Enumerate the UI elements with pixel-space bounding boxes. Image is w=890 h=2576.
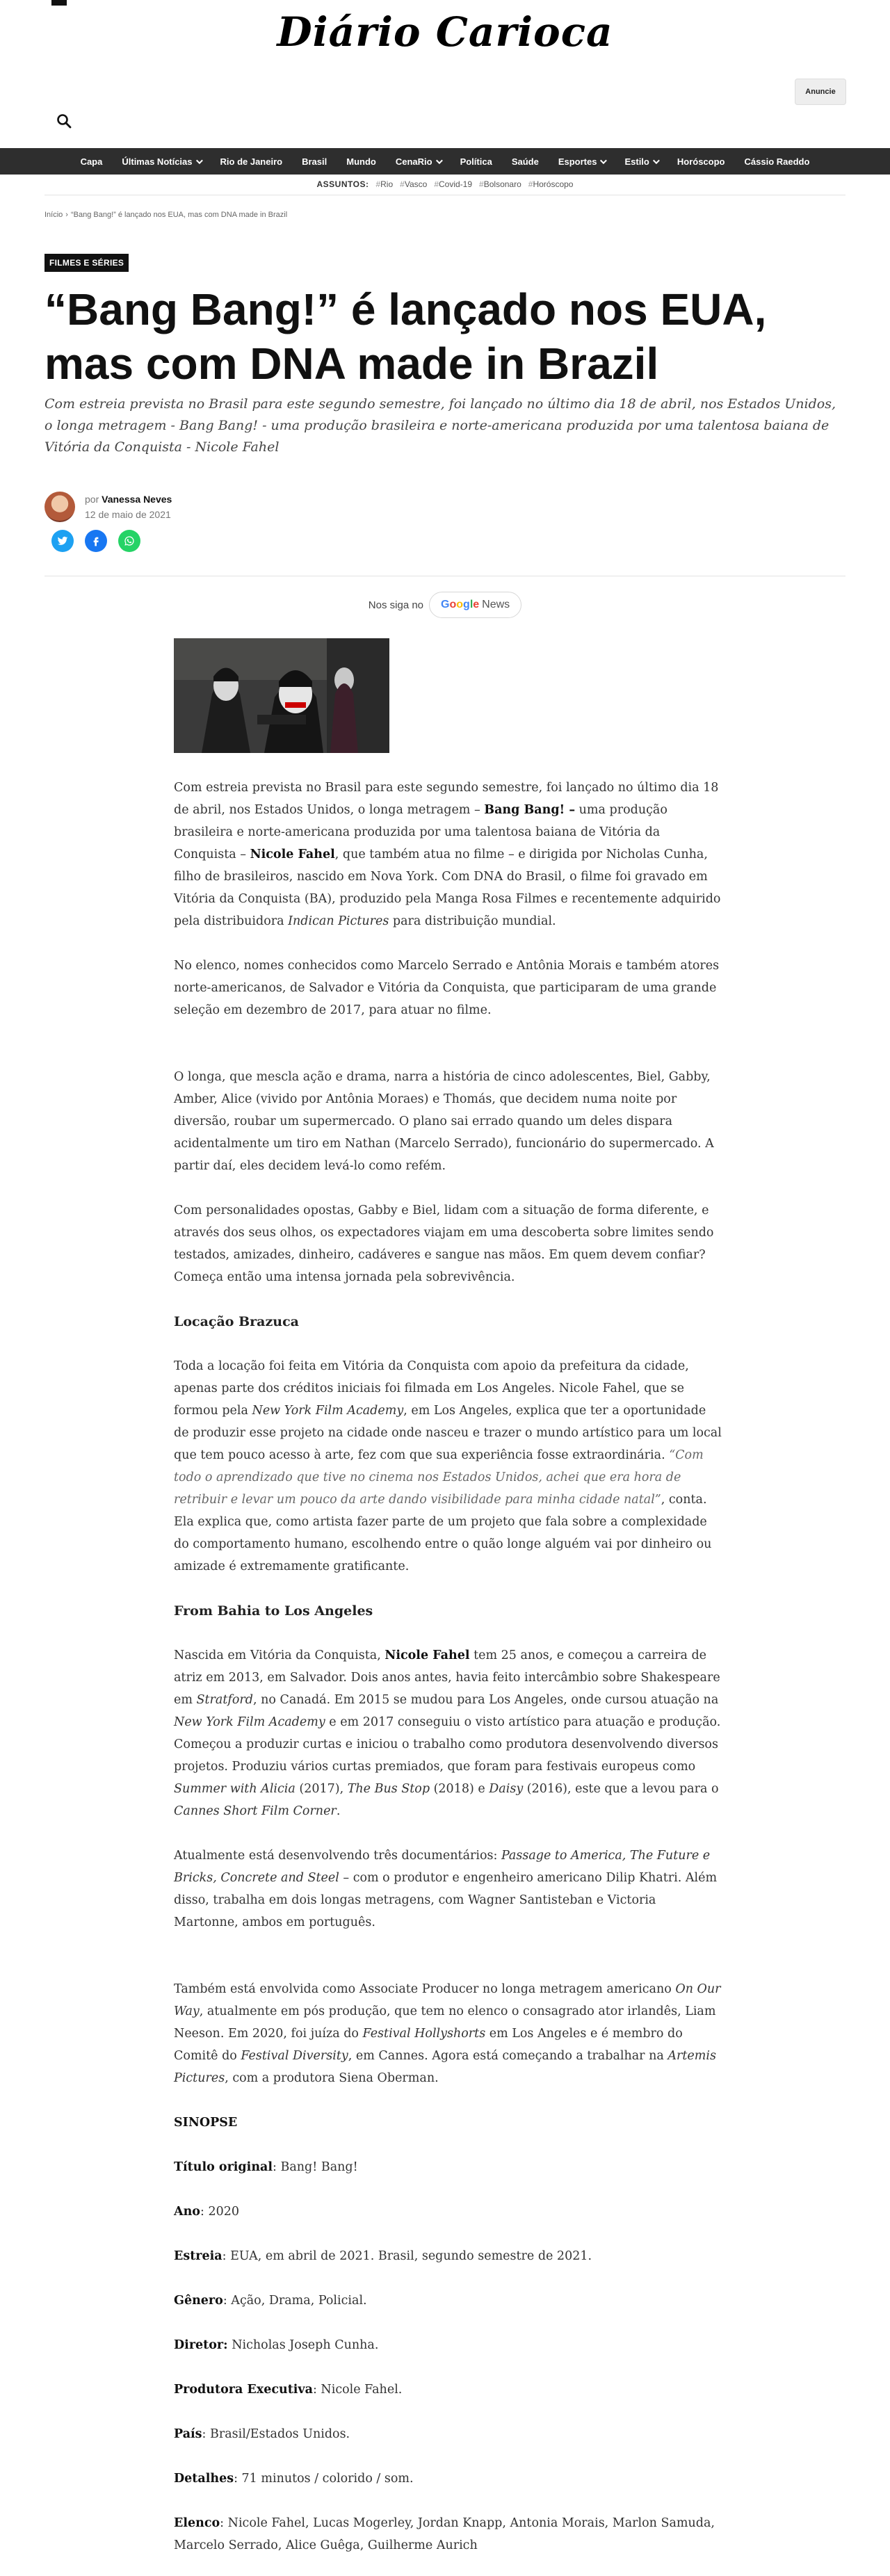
- whatsapp-icon: [124, 535, 135, 546]
- breadcrumb-home[interactable]: Início: [44, 211, 63, 219]
- paragraph: Toda a locação foi feita em Vitória da Conquista com apoio da prefeitura da cidade, apenas parte dos créditos iniciais foi filmada em Los Angeles. Nicole Fahel, que se formou pela New York Film Academy, em Los Angeles, explica que ter a oportunidade de produzir esse projeto na cidade onde nasceu e trazer o mundo artístico para um local que tem pouco acesso à arte, fez com que sua experiência fosse extraordinária. “Com todo o aprendizado que tive no cinema nos Estados Unidos, achei que era hora de retribuir e levar um pouco da arte dando visibilidade para minha cidade natal”, conta. Ela explica que, como artista fazer parte de um projeto que fala sobre a complexidade do comportamento humano, escolhendo entre o quão longe alguém vai por dinheiro ou amizade é extremamente gratificante.: [174, 1359, 722, 1573]
- twitter-icon: [57, 535, 68, 546]
- whatsapp-share-button[interactable]: [118, 530, 140, 552]
- avatar[interactable]: [44, 492, 75, 522]
- facebook-share-button[interactable]: [85, 530, 107, 552]
- synopsis-heading: SINOPSE: [174, 2116, 238, 2130]
- chevron-down-icon: [653, 157, 660, 164]
- category-badge[interactable]: FILMES E SÉRIES: [44, 254, 129, 272]
- twitter-share-button[interactable]: [51, 530, 74, 552]
- author-line: [85, 494, 172, 505]
- paragraph: Atualmente está desenvolvendo três documentários: Passage to America, The Future e Bricks, Concrete and Steel – com o produtor e engenheiro americano Dilip Khatri. Além disso, trabalha em dois longas metragens, com Wagner Santisteban e Victoria Martonne, ambos em português.: [174, 1849, 718, 1929]
- breadcrumb: [44, 211, 287, 219]
- detail-row: Diretor: Nicholas Joseph Cunha.: [174, 2338, 379, 2352]
- search-icon[interactable]: [56, 113, 72, 129]
- main-nav: [0, 148, 890, 175]
- author-block: [44, 492, 172, 522]
- google-news-follow: [0, 592, 890, 618]
- subjects-label: ASSUNTOS:: [316, 179, 369, 189]
- author-prefix: por: [85, 494, 99, 505]
- chevron-down-icon: [436, 157, 443, 164]
- google-news-prefix: Nos siga no: [368, 599, 424, 611]
- subject-tag[interactable]: # Bolsonaro: [479, 179, 521, 189]
- advertise-button[interactable]: Anuncie: [795, 79, 846, 105]
- film-details: [174, 2156, 723, 2557]
- nav-item-esportes[interactable]: Esportes: [549, 156, 615, 167]
- paragraph: Também está envolvida como Associate Producer no longa metragem americano On Our Way, atualmente em pós produção, que tem no elenco o consagrado ator irlandês, Liam Neeson. Em 2020, foi juíza do Festival Hollyshorts em Los Angeles e é membro do Comitê do Festival Diversity, em Cannes. Agora está começando a trabalhar na Artemis Pictures, com a produtora Siena Oberman.: [174, 1982, 721, 2085]
- detail-row: País: Brasil/Estados Unidos.: [174, 2427, 350, 2441]
- detail-row: Gênero: Ação, Drama, Policial.: [174, 2294, 367, 2308]
- share-buttons: [51, 530, 140, 552]
- page-title: “Bang Bang!” é lançado nos EUA, mas com DNA made in Brazil: [44, 284, 767, 389]
- section-heading: From Bahia to Los Angeles: [174, 1603, 373, 1619]
- subject-tag[interactable]: # Vasco: [400, 179, 427, 189]
- detail-row: Elenco: Nicole Fahel, Lucas Mogerley, Jordan Knapp, Antonia Morais, Marlon Samuda, Marcelo Serrado, Alice Guêga, Guilherme Aurich: [174, 2516, 715, 2552]
- nav-item-ultimas-noticias[interactable]: Últimas Notícias: [112, 156, 210, 167]
- detail-row: Produtora Executiva: Nicole Fahel.: [174, 2383, 403, 2397]
- detail-row: Título original: Bang! Bang!: [174, 2160, 358, 2174]
- detail-row: Estreia: EUA, em abril de 2021. Brasil, segundo semestre de 2021.: [174, 2249, 592, 2263]
- breadcrumb-current: “Bang Bang!” é lançado nos EUA, mas com DNA made in Brazil: [70, 211, 288, 219]
- site-logo[interactable]: Diário Carioca: [277, 8, 613, 56]
- nav-item-brasil[interactable]: Brasil: [302, 156, 327, 167]
- nav-item-cenario[interactable]: CenaRio: [386, 156, 451, 167]
- article-body: [174, 777, 723, 2576]
- top-strip-mark: [51, 0, 67, 6]
- paragraph: Com estreia prevista no Brasil para este segundo semestre, foi lançado no último dia 18 de abril, nos Estados Unidos, o longa metragem – Bang Bang! – uma produção brasileira e norte-americana produzida por uma talentosa baiana de Vitória da Conquista – Nicole Fahel, que também atua no filme – e dirigida por Nicholas Cunha, filho de brasileiros, nascido em Nova York. Com DNA do Brasil, o filme foi gravado em Vitória da Conquista (BA), produzido pela Manga Rosa Filmes e recentemente adquirido pela distribuidora Indican Pictures para distribuição mundial.: [174, 781, 721, 928]
- breadcrumb-separator: ›: [65, 211, 68, 219]
- nav-item-cassio-raeddo[interactable]: Cássio Raeddo: [744, 156, 810, 167]
- chevron-down-icon: [600, 157, 607, 164]
- paragraph: Com personalidades opostas, Gabby e Biel, lidam com a situação de forma diferente, e através dos seus olhos, os expectadores viajam em uma descoberta sobre limites sendo testados, amizades, dinheiro, cadáveres e sangue nas mãos. Em quem devem confiar? Começa então uma intensa jornada pela sobrevivência.: [174, 1204, 714, 1284]
- subject-tag[interactable]: # Rio: [375, 179, 393, 189]
- google-logo: Google: [441, 599, 480, 610]
- paragraph: O longa, que mescla ação e drama, narra a história de cinco adolescentes, Biel, Gabby, Amber, Alice (vivido por Antônia Moraes) e Thomás, que decidem numa noite por diversão, roubar um supermercado. O plano sai errado quando um deles dispara acidentalmente um tiro em Nathan (Marcelo Serrado), funcionário do supermercado. A partir daí, eles decidem levá-lo como refém.: [174, 1070, 714, 1173]
- detail-row: Detalhes: 71 minutos / colorido / som.: [174, 2472, 414, 2486]
- paragraph: No elenco, nomes conhecidos como Marcelo Serrado e Antônia Morais e também atores norte-americanos, de Salvador e Vitória da Conquista, que participaram de uma grande seleção em dezembro de 2017, para atuar no filme.: [174, 959, 720, 1017]
- subject-tag[interactable]: # Horóscopo: [528, 179, 574, 189]
- author-name[interactable]: Vanessa Neves: [102, 494, 172, 505]
- top-strip: [0, 0, 890, 6]
- google-news-button[interactable]: [429, 592, 521, 618]
- nav-item-saude[interactable]: Saúde: [511, 156, 539, 167]
- chevron-down-icon: [195, 157, 202, 164]
- paragraph: Nascida em Vitória da Conquista, Nicole Fahel tem 25 anos, e começou a carreira de atriz em 2013, em Salvador. Dois anos antes, havia feito intercâmbio sobre Shakespeare em Stratford, no Canadá. Em 2015 se mudou para Los Angeles, onde cursou atuação na New York Film Academy e em 2017 conseguiu o visto artístico para atuação e produção. Começou a produzir curtas e iniciou o trabalho como produtora desenvolvendo diversos projetos. Produziu vários curtas premiados, que foram para festivais europeus como Summer with Alicia (2017), The Bus Stop (2018) e Daisy (2016), este que a levou para o Cannes Short Film Corner.: [174, 1649, 721, 1818]
- section-heading: Locação Brazuca: [174, 1314, 299, 1329]
- nav-item-mundo[interactable]: Mundo: [346, 156, 376, 167]
- subject-tag[interactable]: # Covid-19: [434, 179, 472, 189]
- publish-date: 12 de maio de 2021: [85, 509, 171, 520]
- subjects-bar: [0, 179, 890, 189]
- nav-item-politica[interactable]: Política: [460, 156, 492, 167]
- nav-item-rio-de-janeiro[interactable]: Rio de Janeiro: [220, 156, 283, 167]
- google-news-suffix: News: [482, 599, 510, 610]
- article-excerpt: Com estreia prevista no Brasil para este segundo semestre, foi lançado no último dia 18 de abril, nos Estados Unidos, o longa metragem - Bang Bang! - uma produção brasileira e norte-americana produzida por uma talentosa baiana de Vitória da Conquista - Nicole Fahel: [44, 396, 836, 455]
- nav-item-horoscopo[interactable]: Horóscopo: [677, 156, 725, 167]
- nav-item-capa[interactable]: Capa: [80, 156, 103, 167]
- article-photo: [174, 638, 389, 753]
- facebook-icon: [90, 535, 102, 546]
- nav-item-estilo[interactable]: Estilo: [615, 156, 667, 167]
- detail-row: Ano: 2020: [174, 2205, 239, 2219]
